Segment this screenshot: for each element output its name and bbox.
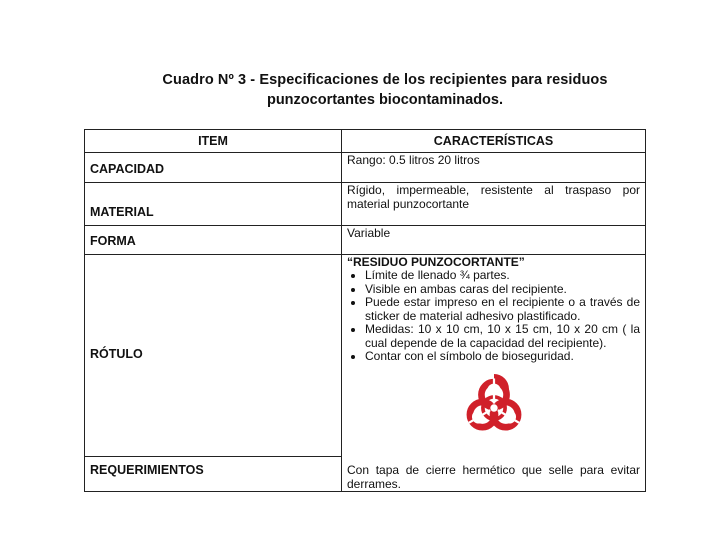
row-value-material: Rígido, impermeable, resistente al traspaso por material punzocortante <box>342 183 646 226</box>
table-row <box>85 153 646 183</box>
table-row <box>85 255 646 457</box>
header-caracteristicas: CARACTERÍSTICAS <box>342 130 646 153</box>
row-value-requerimientos: Con tapa de cierre hermético que selle para evitar derrames. <box>342 457 646 492</box>
title-line-2: punzocortantes biocontaminados. <box>266 92 504 108</box>
title-line-1: Cuadro Nº 3 - Especificaciones de los recipientes para residuos <box>162 72 608 88</box>
list-item: • Límite de llenado ¾ partes. <box>365 269 640 283</box>
header-item: ITEM <box>85 130 342 153</box>
row-value-capacidad: Rango: 0.5 litros 20 litros <box>342 153 646 183</box>
table-row <box>85 457 646 492</box>
row-label-material: MATERIAL <box>90 205 154 219</box>
biohazard-icon <box>457 374 531 442</box>
row-label-capacidad: CAPACIDAD <box>90 162 165 176</box>
specifications-table <box>84 129 646 492</box>
table-row <box>85 183 646 226</box>
row-label-forma: FORMA <box>90 234 136 248</box>
list-item: • Medidas: 10 x 10 cm, 10 x 15 cm, 10 x 20 cm ( la cual depende de la capacidad del recipiente). <box>365 323 640 350</box>
header-row <box>85 130 646 153</box>
row-label-requerimientos: REQUERIMIENTOS <box>90 463 204 477</box>
rotulo-heading: “RESIDUO PUNZOCORTANTE” <box>347 255 525 269</box>
table-row <box>85 226 646 255</box>
list-item: • Puede estar impreso en el recipiente o a través de sticker de material adhesivo plastificado. <box>365 296 640 323</box>
row-value-forma: Variable <box>342 226 646 255</box>
rotulo-bullet-list <box>347 269 640 364</box>
row-label-rotulo: RÓTULO <box>90 347 143 361</box>
list-item: • Visible en ambas caras del recipiente. <box>365 283 640 297</box>
row-value-rotulo <box>342 255 646 457</box>
list-item: • Contar con el símbolo de bioseguridad. <box>365 350 640 364</box>
document-title <box>0 72 720 108</box>
